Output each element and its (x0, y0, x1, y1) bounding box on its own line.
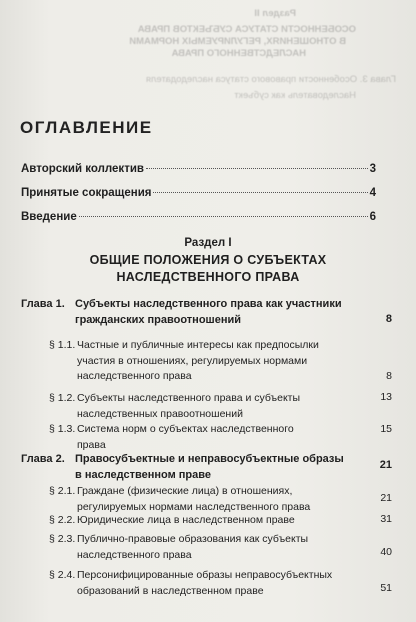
subsection-title-line1: Частные и публичные интересы как предпосылки (77, 339, 319, 351)
chapter-title-line2: гражданских правоотношений (75, 314, 241, 326)
toc-entry-authors[interactable] (21, 163, 376, 175)
toc-subsection-1-1[interactable] (49, 338, 379, 386)
subsection-title-line1: Публично-правовые образования как субъекты (77, 533, 309, 545)
toc-subsection-2-2[interactable] (49, 513, 379, 529)
chapter-title-line2: в наследственном праве (75, 469, 212, 481)
chapter-title-line1: Субъекты наследственного права как участники (75, 298, 342, 310)
chapter-title-line1: Правосубъектные и неправосубъектные образы (75, 453, 344, 465)
subsection-title-line1: Персонифицированные образы неправосубъектных (77, 569, 333, 581)
subsection-title-line2: наследственного права (77, 548, 192, 561)
toc-entry-abbreviations[interactable] (21, 187, 376, 199)
chapter-number: Глава 2. (21, 453, 65, 465)
subsection-title-line2: образований в наследственном праве (77, 584, 264, 597)
toc-chapter-1[interactable] (21, 296, 381, 330)
subsection-number: § 2.2. (49, 514, 76, 526)
subsection-number: § 2.3. (49, 533, 76, 545)
toc-entry-page: 4 (369, 187, 376, 199)
chapter-2-page: 21 (379, 459, 392, 471)
toc-entry-page: 3 (369, 163, 376, 175)
subsection-number: § 1.1. (49, 339, 76, 351)
leader-dots (153, 192, 367, 193)
subsection-1-3-page: 15 (380, 423, 392, 435)
subsection-number: § 1.3. (49, 423, 76, 435)
subsection-2-2-page: 31 (380, 513, 392, 525)
subsection-2-3-page: 40 (380, 546, 392, 558)
toc-entry-introduction[interactable] (21, 211, 376, 223)
toc-subsection-1-3[interactable] (49, 422, 379, 454)
bleed-through-text: Раздел II ОСОБЕННОСТИ СТАТУСА СУБЪЕКТОВ ПРАВА В ОТНОШЕНИЯХ, РЕГУЛИРУЕМЫХ НОРМАМИ НАСЛЕДСТВЕННОГО ПРАВА Глава 3. Особенности правового статуса наследодателя Наследователь как субъект (129, 8, 396, 101)
toc-subsection-2-4[interactable] (49, 568, 379, 600)
subsection-2-4-page: 51 (380, 582, 392, 594)
subsection-number: § 1.2. (49, 392, 76, 404)
subsection-title-line2: наследственных правоотношений (77, 407, 243, 420)
toc-subsection-2-3[interactable] (49, 532, 379, 564)
toc-entry-page: 6 (369, 211, 376, 223)
toc-subsection-1-2[interactable] (49, 391, 379, 423)
subsection-title-line3: наследственного права (77, 370, 192, 382)
toc-subsection-2-1[interactable] (49, 484, 379, 516)
toc-chapter-2[interactable] (21, 451, 381, 485)
toc-entry-title: Введение (21, 211, 77, 223)
subsection-title-line1: Юридические лица в наследственном праве (77, 514, 295, 526)
leader-dots (146, 168, 368, 169)
subsection-title-line2: регулируемых нормами наследственного права (77, 500, 311, 513)
section-title-line2: НАСЛЕДСТВЕННОГО ПРАВА (116, 270, 300, 284)
subsection-title-line2: права (77, 438, 106, 451)
subsection-title-line1: Субъекты наследственного права и субъекты (77, 392, 301, 404)
toc-heading: ОГЛАВЛЕНИЕ (20, 118, 153, 137)
subsection-number: § 2.1. (49, 485, 76, 497)
subsection-1-1-page: 8 (386, 370, 392, 382)
toc-entry-title: Принятые сокращения (21, 187, 152, 199)
subsection-number: § 2.4. (49, 569, 76, 581)
subsection-title-line1: Граждане (физические лица) в отношениях, (77, 485, 293, 497)
subsection-title-line1: Система норм о субъектах наследственного (77, 423, 294, 435)
subsection-title-line2: участия в отношениях, регулируемых нормами (77, 354, 308, 367)
section-title-line1: ОБЩИЕ ПОЛОЖЕНИЯ О СУБЪЕКТАХ (89, 253, 327, 267)
subsection-1-2-page: 13 (380, 391, 392, 403)
chapter-1-page: 8 (385, 313, 392, 325)
subsection-2-1-page: 21 (380, 492, 392, 504)
leader-dots (79, 216, 368, 217)
section-label: Раздел I (184, 237, 232, 249)
chapter-number: Глава 1. (21, 298, 65, 310)
toc-entry-title: Авторский коллектив (21, 163, 144, 175)
